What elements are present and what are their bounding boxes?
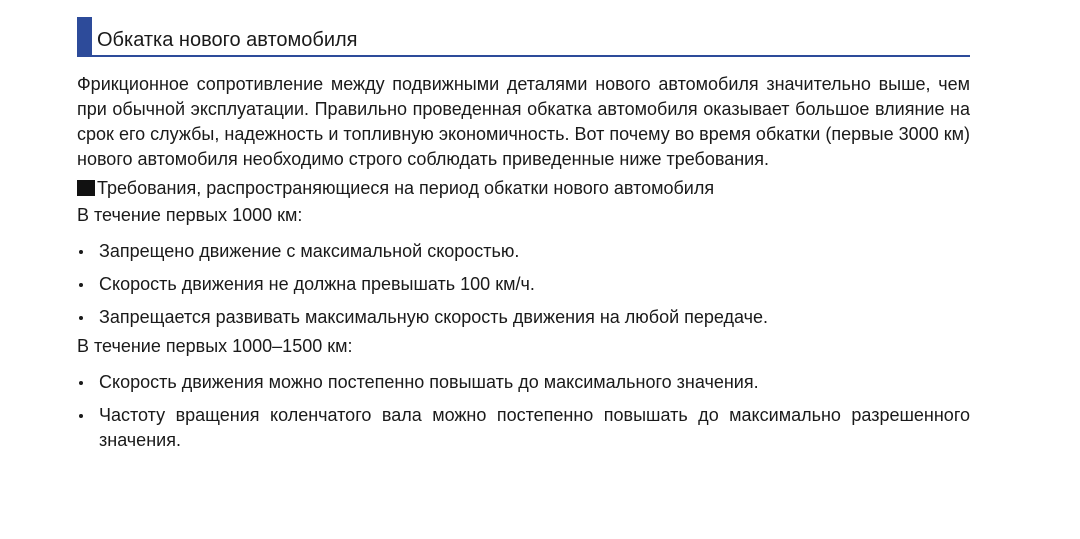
section-header (77, 17, 970, 57)
document-page (77, 17, 970, 453)
list-item (77, 370, 970, 395)
list-item-text: Скорость движения можно постепенно повышать до максимального значения. (99, 372, 759, 392)
bullet-icon (79, 316, 83, 320)
period-label-first-1000km: В течение первых 1000 км: (77, 205, 303, 225)
period-label-1000-1500km: В течение первых 1000–1500 км: (77, 336, 353, 356)
bullet-icon (79, 381, 83, 385)
bullet-icon (79, 283, 83, 287)
list-item (77, 239, 970, 264)
bullet-icon (79, 414, 83, 418)
list-item (77, 272, 970, 297)
intro-paragraph: Фрикционное сопротивление между подвижными деталями нового автомобиля значительно выше, чем при обычной эксплуатации. Правильно проведенная обкатка автомобиля оказывает большое влияние на срок его службы, надежность и топливную экономичность. Вот почему во время обкатки (первые 3000 км) нового автомобиля необходимо строго соблюдать приведенные ниже требования. (77, 74, 970, 169)
list-item-text: Скорость движения не должна превышать 100 км/ч. (99, 274, 535, 294)
section-title: Обкатка нового автомобиля (97, 29, 358, 51)
list-item (77, 403, 970, 453)
requirements-heading (77, 176, 970, 200)
list-item (77, 305, 970, 330)
list-item-text: Запрещается развивать максимальную скорость движения на любой передаче. (99, 307, 769, 327)
list-item-text: Частоту вращения коленчатого вала можно постепенно повышать до максимально разрешенного значения. (99, 405, 970, 450)
black-square-icon (77, 180, 95, 196)
list-item-text: Запрещено движение с максимальной скоростью. (99, 241, 520, 261)
bullet-list-first-1000km (77, 239, 970, 330)
bullet-list-1000-1500km (77, 370, 970, 453)
requirements-heading-text: Требования, распространяющиеся на период обкатки нового автомобиля (97, 178, 715, 198)
bullet-icon (79, 250, 83, 254)
section-accent-bar (77, 17, 92, 55)
